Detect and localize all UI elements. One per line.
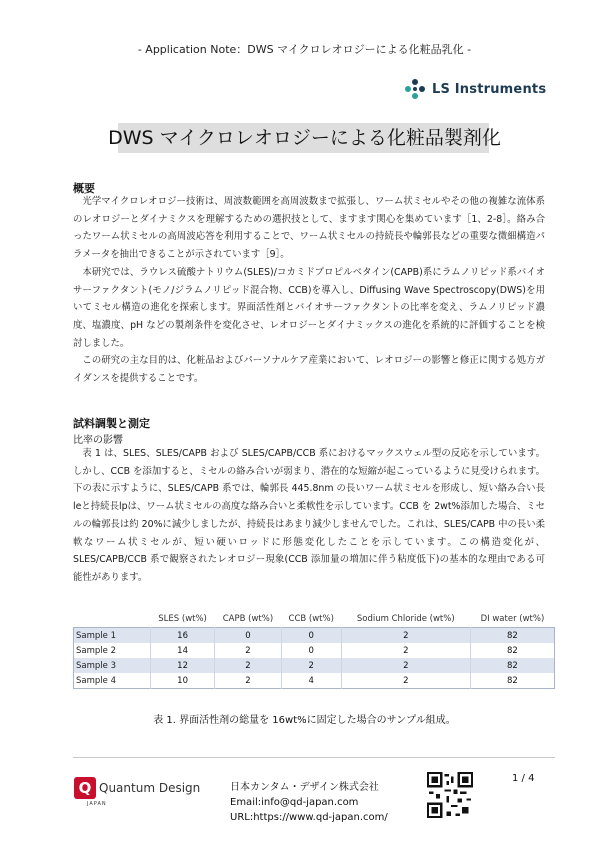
header-note: - Application Note：DWS マイクロレオロジーによる化粧品乳化 -: [137, 43, 472, 56]
table-header-cell: Sodium Chloride (wt%): [356, 614, 455, 624]
row-label: Sample 1: [74, 628, 151, 644]
sample-composition-table: [73, 611, 555, 689]
table-cell: 2: [215, 658, 282, 673]
footer-divider: [73, 757, 555, 758]
company-info: [230, 780, 388, 825]
page-number: 1 / 4: [512, 773, 535, 784]
abstract-paragraph: 光学マイクロレオロジー技術は、周波数範囲を高周波数まで拡張し、ワーム状ミセルやその他の複雑な流体系のレオロジーとダイナミクスを理解するための選択技として、ますます関心を集めています［1、2-8］。絡み合ったワーム状ミセルの高周波応答を利用することで、ワーム状ミセルの持続長や輪郭長などの重要な微細構造パラメータを抽出できることが示されています［9］。: [73, 196, 545, 261]
table-cell: 4: [281, 673, 341, 689]
table-cell: 82: [470, 658, 554, 673]
ls-instruments-logo: [404, 78, 546, 100]
company-url[interactable]: URL:https://www.qd-japan.com/: [230, 812, 388, 823]
company-name: 日本カンタム・デザイン株式会社: [230, 782, 379, 793]
qd-logo-subtext: JAPAN: [87, 801, 107, 807]
row-label: Sample 4: [76, 675, 116, 686]
qr-code-icon: [427, 772, 473, 818]
table-cell: 82: [470, 673, 554, 689]
table-header-cell: CAPB (wt%): [222, 614, 274, 624]
table-cell: 2: [341, 643, 470, 658]
table-header-cell: DI water (wt%): [480, 614, 545, 624]
section-paragraph: 表 1 は、SLES、SLES/CAPB および SLES/CAPB/CCB 系におけるマックスウェル型の反応を示しています。しかし、CCB を添加すると、ミセルの絡み合いが弱まり、潜在的な短縮が起こっているように見受けられます。下の表に示すように、SLES/CAPB 系では、輪郭長 445.8nm の長いワーム状ミセルを形成し、短い絡み合い長leと持続長lpは、ワーム状ミセルの高度な絡み合いと柔軟性を示しています。CCB を 2wt%添加した場合、ミセルの輪郭長は約 20%に減少しましたが、持続長はあまり減少しませんでした。これは、SLES/CAPB 中の長い柔軟なワーム状ミセルが、短い硬いロッドに形態変化したことを示しています。この構造変化が、SLES/CAPB/CCB 系で観察されたレオロジー現象(CCB 添加量の増加に伴う粘度低下)の基本的な理由である可能性があります。: [73, 448, 545, 583]
table-cell: 2: [341, 628, 470, 644]
section-subheading: 比率の影響: [73, 435, 123, 446]
table-cell: 82: [470, 643, 554, 658]
qd-logo-icon: Q: [74, 777, 96, 799]
abstract-paragraph: この研究の主な目的は、化粧品およびパーソナルケア産業において、レオロジーの影響と修正に関する処方ガイダンスを提供することです。: [73, 355, 545, 385]
table-row: [74, 628, 555, 644]
section-body: [73, 445, 545, 587]
table-cell: 10: [151, 673, 215, 689]
qd-logo-text: Quantum Design: [99, 781, 201, 795]
company-email: Email:info@qd-japan.com: [230, 797, 359, 808]
table-cell: 2: [341, 658, 470, 673]
table-header-row: [74, 611, 555, 628]
quantum-design-logo: [74, 777, 200, 799]
abstract-body: [73, 193, 545, 388]
table-cell: 0: [281, 643, 341, 658]
table-cell: 82: [470, 628, 554, 644]
abstract-paragraph: 本研究では、ラウレス硫酸ナトリウム(SLES)/コカミドプロピルベタイン(CAPB)系にラムノリピッド系バイオサーファクタント(モノ/ジラムノリピッド混合物、CCB)を導入し、Diffusing Wave Spectroscopy(DWS)を用いてミセル構造の進化を探索します。界面活性剤とバイオサーファクタントの比率を変え、ラムノリピッド濃度、塩濃度、pH などの製剤条件を変化させ、レオロジーとダイナミックスの進化を系統的に評価することを検討しました。: [73, 266, 545, 349]
table-cell: 2: [281, 658, 341, 673]
table-cell: 2: [341, 673, 470, 689]
table-caption: 表 1. 界面活性剤の総量を 16wt%に固定した場合のサンプル組成。: [153, 715, 456, 726]
table-header-cell: SLES (wt%): [158, 614, 207, 624]
ls-logo-text: LS Instruments: [432, 81, 547, 97]
ls-logo-icon: [404, 78, 426, 100]
table-header-cell: [74, 611, 151, 628]
table-cell: 0: [281, 628, 341, 644]
row-label: Sample 2: [76, 645, 116, 656]
section-heading: 試料調製と測定: [73, 417, 150, 430]
table-cell: 12: [151, 658, 215, 673]
table-row: [74, 643, 555, 658]
abstract-heading: 概要: [73, 182, 95, 195]
table-cell: 14: [151, 643, 215, 658]
table-cell: 0: [215, 628, 282, 644]
table-row: [74, 673, 555, 689]
table-row: [74, 658, 555, 673]
table-cell: 2: [215, 643, 282, 658]
page-title: DWS マイクロレオロジーによる化粧品製剤化: [108, 127, 501, 149]
row-label: Sample 3: [74, 658, 151, 673]
table-cell: 16: [151, 628, 215, 644]
table-cell: 2: [215, 673, 282, 689]
table-header-cell: CCB (wt%): [288, 614, 334, 624]
